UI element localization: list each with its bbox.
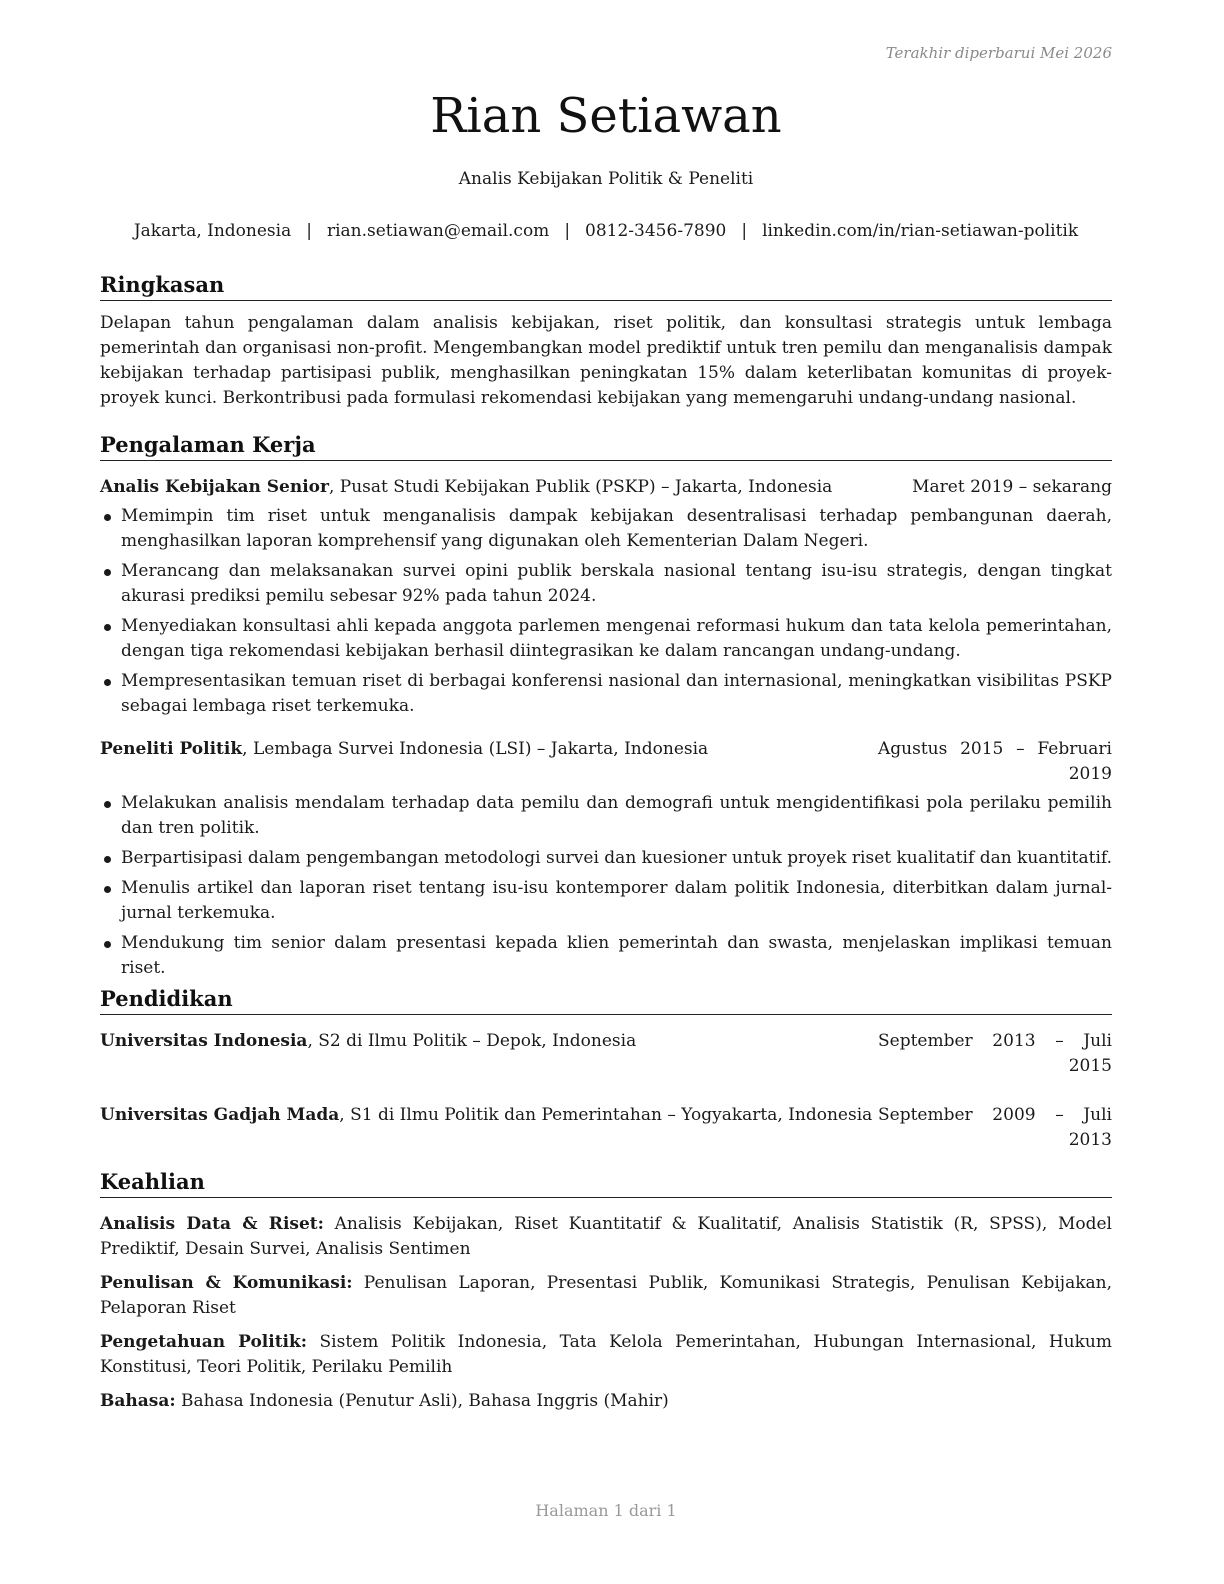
education-dates: September 2013 – Juli 2015 (878, 1031, 1112, 1076)
job-role: Analis Kebijakan Senior (100, 477, 329, 497)
bullet-item: Melakukan analisis mendalam terhadap data pemilu dan demografi untuk mengidentifikasi pola perilaku pemilih dan tren politik. (100, 791, 1112, 841)
skill-text: Penulisan Laporan, Presentasi Publik, Komunikasi Strategis, Penulisan Kebijakan, Pelaporan Riset (100, 1273, 1112, 1318)
education-school-line (100, 1029, 636, 1079)
bullet-item: Mempresentasikan temuan riset di berbagai konferensi nasional dan internasional, meningkatkan visibilitas PSKP sebagai lembaga riset terkemuka. (100, 669, 1112, 719)
skill-row (100, 1212, 1112, 1262)
candidate-tagline: Analis Kebijakan Politik & Peneliti (458, 169, 754, 189)
skill-label: Penulisan & Komunikasi: (100, 1273, 353, 1293)
education-school: Universitas Gadjah Mada (100, 1105, 340, 1125)
skills-list (100, 1212, 1112, 1414)
summary-text: Delapan tahun pengalaman dalam analisis kebijakan, riset politik, dan konsultasi strategis untuk lembaga pemerintah dan organisasi non-profit. Mengembangkan model prediktif untuk tren pemilu dan menganalisis dampak kebijakan terhadap partisipasi publik, menghasilkan peningkatan 15% dalam keterlibatan komunitas di proyek-proyek kunci. Berkontribusi pada formulasi rekomendasi kebijakan yang memengaruhi undang-undang nasional. (100, 313, 1112, 408)
job-role-line (100, 475, 832, 500)
job-org: , Pusat Studi Kebijakan Publik (PSKP) – Jakarta, Indonesia (328, 477, 833, 497)
contact-phone[interactable]: 0812-3456-7890 (585, 221, 727, 241)
education-heading: Pendidikan (100, 985, 1112, 1015)
education-header (100, 1029, 1112, 1079)
education-degree: , S1 di Ilmu Politik dan Pemerintahan – Yogyakarta, Indonesia (339, 1105, 873, 1125)
skill-row (100, 1271, 1112, 1321)
skill-text: Analisis Kebijakan, Riset Kuantitatif & Kualitatif, Analisis Statistik (R, SPSS), Model Prediktif, Desain Survei, Analisis Sentimen (100, 1214, 1112, 1259)
skill-row (100, 1389, 1112, 1414)
skill-label: Pengetahuan Politik: (100, 1332, 308, 1352)
contact-separator: | (741, 221, 748, 241)
bullet-item: Merancang dan melaksanakan survei opini publik berskala nasional tentang isu-isu strategis, dengan tingkat akurasi prediksi pemilu sebesar 92% pada tahun 2024. (100, 559, 1112, 609)
last-updated-note: Terakhir diperbarui Mei 2026 (885, 44, 1112, 62)
job-entry (100, 737, 1112, 981)
education-degree: , S2 di Ilmu Politik – Depok, Indonesia (307, 1031, 637, 1051)
bullet-item: Mendukung tim senior dalam presentasi kepada klien pemerintah dan swasta, menjelaskan implikasi temuan riset. (100, 931, 1112, 981)
page-number-footer: Halaman 1 dari 1 (535, 1501, 677, 1520)
job-header (100, 475, 1112, 500)
skills-heading: Keahlian (100, 1168, 1112, 1198)
education-header (100, 1103, 1112, 1153)
job-dates: Maret 2019 – sekarang (912, 477, 1112, 497)
bullet-item: Berpartisipasi dalam pengembangan metodologi survei dan kuesioner untuk proyek riset kualitatif dan kuantitatif. (100, 846, 1112, 871)
contact-separator: | (306, 221, 312, 241)
job-header (100, 737, 1112, 787)
bullet-item: Menulis artikel dan laporan riset tentang isu-isu kontemporer dalam politik Indonesia, diterbitkan dalam jurnal-jurnal terkemuka. (100, 876, 1112, 926)
contact-location: Jakarta, Indonesia (133, 221, 292, 241)
education-dates: September 2009 – Juli 2013 (878, 1105, 1112, 1150)
skill-label: Analisis Data & Riset: (100, 1214, 324, 1234)
education-entry (100, 1103, 1112, 1153)
job-entry (100, 475, 1112, 719)
education-school: Universitas Indonesia (100, 1031, 308, 1051)
bullet-item: Menyediakan konsultasi ahli kepada anggota parlemen mengenai reformasi hukum dan tata kelola pemerintahan, dengan tiga rekomendasi kebijakan berhasil diintegrasikan ke dalam rancangan undang-undang. (100, 614, 1112, 664)
job-org: , Lembaga Survei Indonesia (LSI) – Jakarta, Indonesia (242, 739, 709, 759)
contact-email[interactable]: rian.setiawan@email.com (326, 221, 550, 241)
resume-page (100, 0, 1112, 1584)
education-entry (100, 1029, 1112, 1079)
contact-linkedin[interactable]: linkedin.com/in/rian-setiawan-politik (762, 221, 1079, 241)
skill-text: Sistem Politik Indonesia, Tata Kelola Pemerintahan, Hubungan Internasional, Hukum Konstitusi, Teori Politik, Perilaku Pemilih (100, 1332, 1112, 1377)
contact-separator: | (564, 221, 571, 241)
skill-text: Bahasa Indonesia (Penutur Asli), Bahasa Inggris (Mahir) (175, 1391, 669, 1411)
experience-heading: Pengalaman Kerja (100, 431, 1112, 461)
education-school-line (100, 1103, 872, 1153)
candidate-name: Rian Setiawan (430, 88, 782, 144)
summary-section (100, 271, 1112, 411)
job-role: Peneliti Politik (100, 739, 243, 759)
job-bullets (100, 791, 1112, 981)
education-section (100, 985, 1112, 1153)
job-dates: Agustus 2015 – Februari 2019 (878, 739, 1112, 784)
contact-line (100, 219, 1112, 243)
skill-row (100, 1330, 1112, 1380)
skills-section (100, 1168, 1112, 1423)
bullet-item: Memimpin tim riset untuk menganalisis dampak kebijakan desentralisasi terhadap pembangunan daerah, menghasilkan laporan komprehensif yang digunakan oleh Kementerian Dalam Negeri. (100, 504, 1112, 554)
experience-section (100, 431, 1112, 986)
summary-heading: Ringkasan (100, 271, 1112, 301)
job-role-line (100, 737, 708, 787)
job-bullets (100, 504, 1112, 719)
skill-label: Bahasa: (100, 1391, 176, 1411)
